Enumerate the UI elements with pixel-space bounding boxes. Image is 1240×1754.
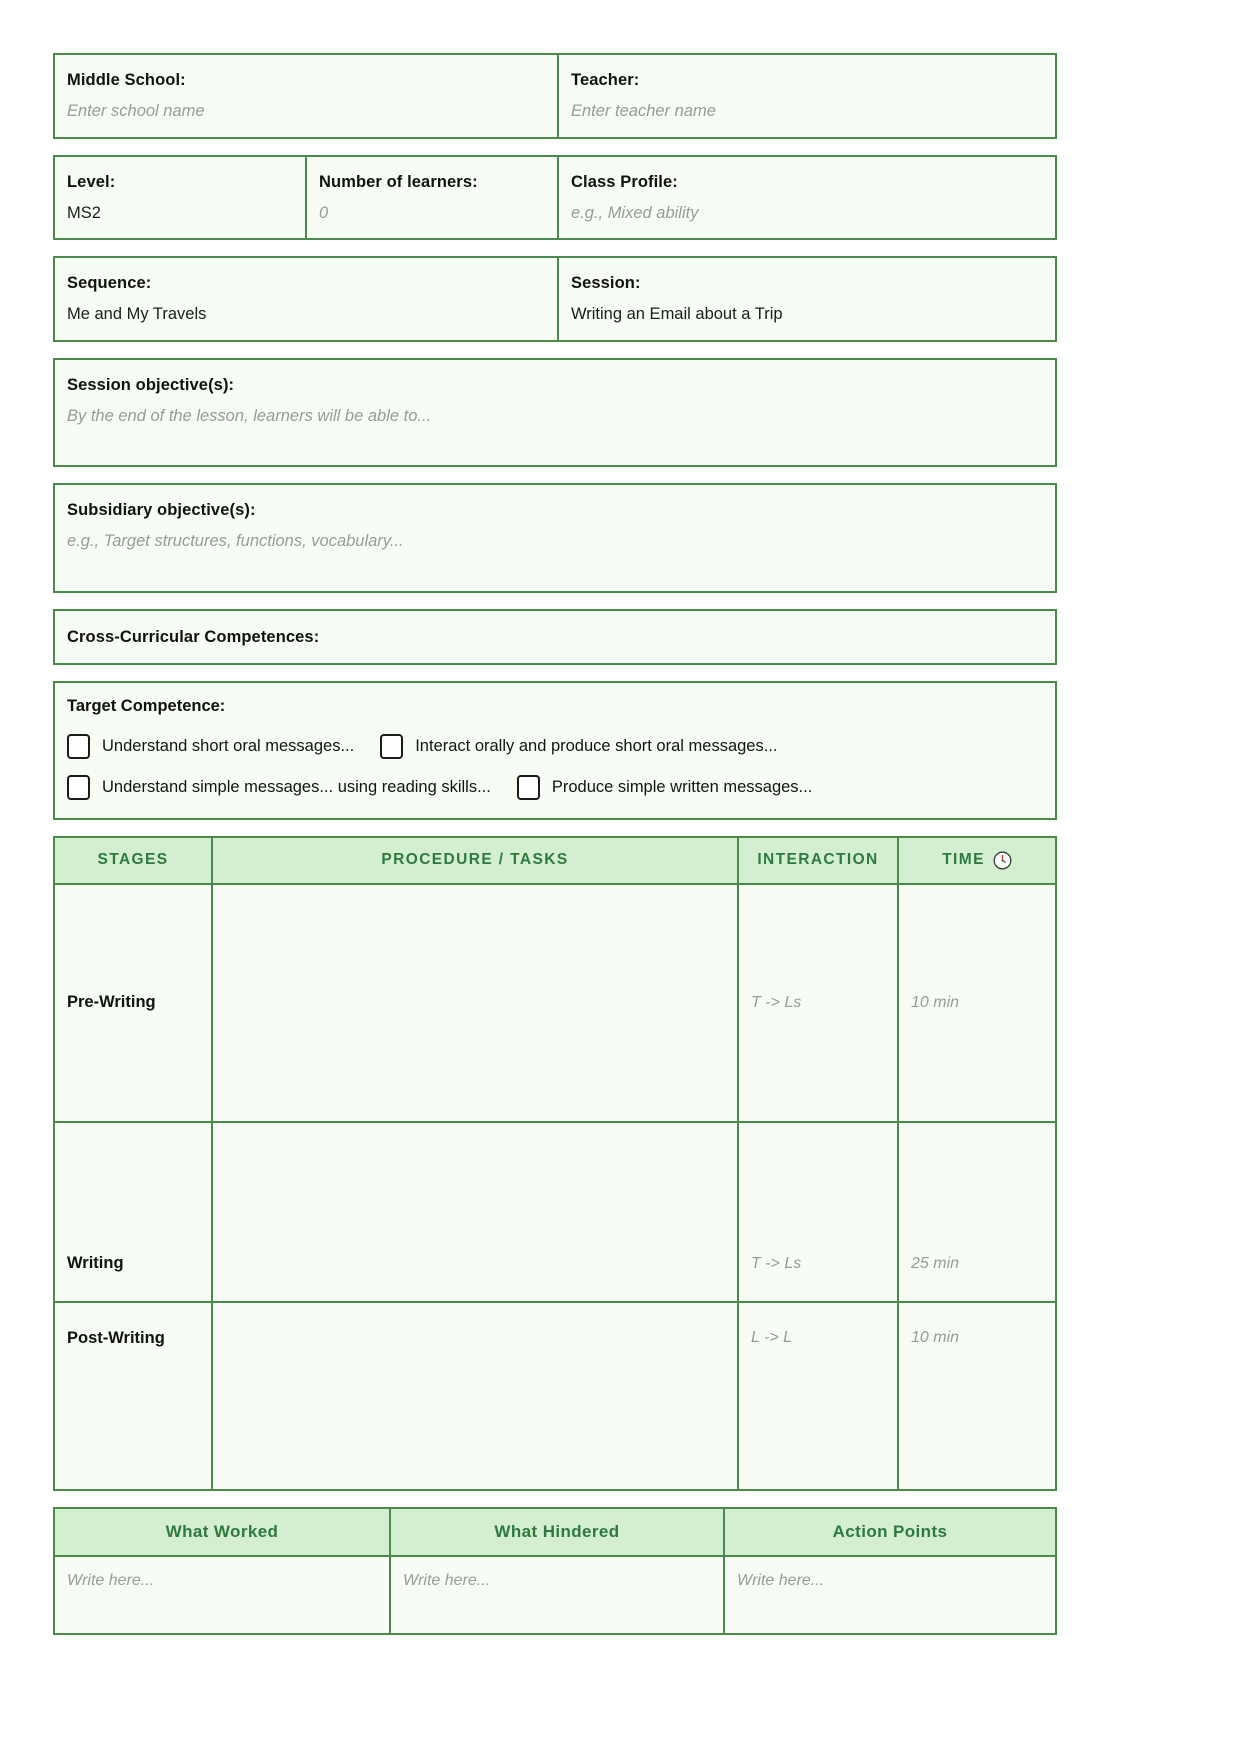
level-field[interactable] (55, 157, 305, 239)
learners-label: Number of learners: (319, 172, 478, 191)
time-value: 10 min (911, 993, 960, 1011)
middle-school-label: Middle School: (67, 71, 186, 89)
sequence-session-row (53, 256, 1057, 342)
column-header-interaction: INTERACTION (737, 838, 897, 883)
teacher-label: Teacher: (571, 71, 640, 89)
interaction-cell[interactable] (737, 885, 897, 1121)
sequence-value[interactable]: Me and My Travels (67, 305, 207, 324)
checkbox-icon[interactable] (517, 775, 540, 800)
interaction-value: T -> Ls (751, 1254, 802, 1272)
procedure-cell[interactable] (211, 1303, 737, 1489)
time-cell[interactable] (897, 1303, 1055, 1489)
competence-option-1[interactable] (67, 734, 354, 759)
target-competence-body (55, 683, 850, 818)
stage-name: Writing (67, 1253, 124, 1272)
interaction-cell[interactable] (737, 1123, 897, 1301)
school-teacher-row (53, 53, 1057, 139)
table-row (55, 1303, 1055, 1489)
column-header-time-label: TIME (942, 851, 985, 869)
what-worked-field[interactable] (55, 1557, 389, 1633)
teacher-value[interactable]: Enter teacher name (571, 102, 716, 121)
competence-option-1-label: Understand short oral messages... (102, 736, 355, 755)
interaction-value: L -> L (751, 1328, 793, 1346)
target-competence-block (53, 681, 1057, 820)
stage-cell (55, 885, 211, 1121)
interaction-cell[interactable] (737, 1303, 897, 1489)
session-objectives-field[interactable] (55, 360, 1055, 466)
time-cell[interactable] (897, 885, 1055, 1121)
session-objectives-value[interactable]: By the end of the lesson, learners will be able to... (67, 406, 432, 425)
cross-curricular-label: Cross-Curricular Competences: (67, 627, 320, 646)
competence-option-2[interactable] (380, 734, 777, 759)
time-value: 25 min (911, 1254, 960, 1272)
column-header-procedure: PROCEDURE / TASKS (211, 838, 737, 883)
stages-table (53, 836, 1057, 1491)
stage-name: Pre-Writing (67, 993, 156, 1012)
competence-option-3-label: Understand simple messages... using reading skills... (102, 777, 491, 796)
procedure-cell[interactable] (211, 1123, 737, 1301)
checkbox-icon[interactable] (67, 734, 90, 759)
competence-option-3[interactable] (67, 775, 491, 800)
time-value: 10 min (911, 1328, 960, 1346)
subsidiary-objectives-label: Subsidiary objective(s): (67, 501, 256, 520)
column-header-action-points: Action Points (723, 1509, 1055, 1555)
session-objectives-label: Session objective(s): (67, 375, 235, 394)
checkbox-icon[interactable] (380, 734, 403, 759)
clock-icon (993, 851, 1012, 870)
sequence-label: Sequence: (67, 274, 152, 293)
interaction-value: T -> Ls (751, 993, 802, 1011)
what-hindered-field[interactable] (389, 1557, 723, 1633)
checkbox-icon[interactable] (67, 775, 90, 800)
table-row (55, 1123, 1055, 1303)
column-header-what-hindered: What Hindered (389, 1509, 723, 1555)
stage-name: Post-Writing (67, 1328, 165, 1347)
stages-table-header (55, 838, 1055, 885)
cross-curricular-block (53, 609, 1057, 665)
stage-cell (55, 1123, 211, 1301)
reflection-table-header (55, 1509, 1055, 1557)
competence-option-4[interactable] (517, 775, 812, 800)
reflection-table (53, 1507, 1057, 1635)
level-label: Level: (67, 172, 116, 191)
column-header-stages: STAGES (97, 851, 169, 869)
time-cell[interactable] (897, 1123, 1055, 1301)
action-points-value: Write here... (737, 1571, 825, 1589)
session-value[interactable]: Writing an Email about a Trip (571, 305, 783, 324)
stage-cell (55, 1303, 211, 1489)
procedure-cell[interactable] (211, 885, 737, 1121)
table-row (55, 885, 1055, 1123)
session-objectives-block (53, 358, 1057, 468)
class-profile-label: Class Profile: (571, 172, 678, 191)
competence-option-2-label: Interact orally and produce short oral messages... (415, 736, 778, 755)
subsidiary-objectives-field[interactable] (55, 485, 1055, 591)
what-hindered-value: Write here... (403, 1571, 491, 1589)
session-label: Session: (571, 274, 641, 293)
class-profile-field[interactable] (557, 157, 1055, 239)
target-competence-row-1 (67, 734, 838, 759)
class-info-row (53, 155, 1057, 241)
learners-value[interactable]: 0 (319, 203, 329, 222)
what-worked-value: Write here... (67, 1571, 155, 1589)
target-competence-label: Target Competence: (67, 696, 226, 715)
level-value[interactable]: MS2 (67, 203, 101, 222)
column-header-what-worked: What Worked (165, 1521, 279, 1541)
subsidiary-objectives-value[interactable]: e.g., Target structures, functions, vocabulary... (67, 532, 404, 551)
teacher-field[interactable] (557, 55, 1055, 137)
reflection-table-row (55, 1557, 1055, 1633)
learners-field[interactable] (305, 157, 557, 239)
middle-school-value[interactable]: Enter school name (67, 102, 205, 121)
middle-school-field[interactable] (55, 55, 557, 137)
class-profile-value[interactable]: e.g., Mixed ability (571, 203, 699, 222)
action-points-field[interactable] (723, 1557, 1055, 1633)
column-header-time (897, 838, 1055, 883)
sequence-field[interactable] (55, 258, 557, 340)
competence-option-4-label: Produce simple written messages... (551, 777, 813, 796)
session-field[interactable] (557, 258, 1055, 340)
target-competence-row-2 (67, 775, 838, 800)
subsidiary-objectives-block (53, 483, 1057, 593)
cross-curricular-field[interactable] (55, 611, 1055, 663)
